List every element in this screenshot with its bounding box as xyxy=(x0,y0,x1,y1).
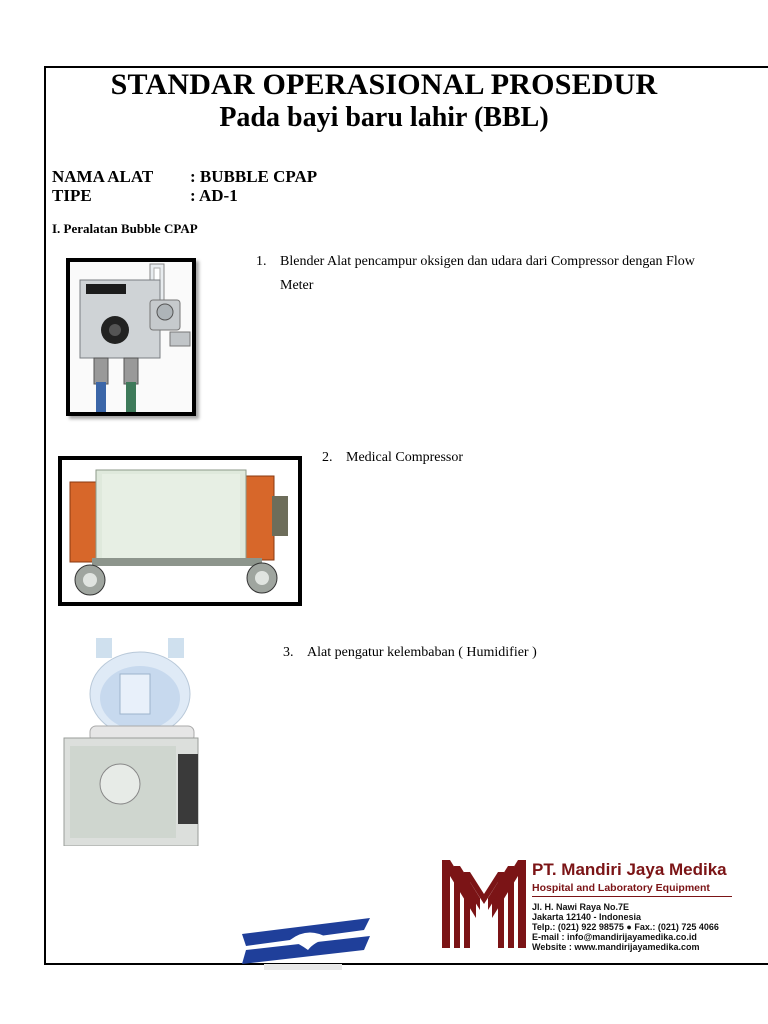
company-phone: Telp.: (021) 922 98575 ● Fax.: (021) 725 4066 xyxy=(532,922,719,932)
list-item-3 xyxy=(283,641,537,665)
blender-illustration xyxy=(70,262,192,412)
item-text: Alat pengatur kelembaban ( Humidifier ) xyxy=(307,645,537,660)
company-address-1: Jl. H. Nawi Raya No.7E xyxy=(532,902,630,912)
document-title: STANDAR OPERASIONAL PROSEDUR xyxy=(110,68,658,101)
item-text: Blender Alat pencampur oksigen dan udara dari Compressor dengan Flow xyxy=(280,254,695,269)
mjm-logo-icon xyxy=(440,856,528,952)
nama-value: : BUBBLE CPAP xyxy=(190,167,318,186)
company-address-2: Jakarta 12140 - Indonesia xyxy=(532,912,642,922)
section-heading: I. Peralatan Bubble CPAP xyxy=(52,221,198,236)
document-subtitle: Pada bayi baru lahir (BBL) xyxy=(219,102,549,133)
humidifier-illustration xyxy=(60,634,202,846)
humidifier-photo xyxy=(60,634,202,846)
oxygen-air-blender-photo xyxy=(66,258,196,416)
item-number: 3. xyxy=(283,645,294,660)
company-email: E-mail : info@mandirijayamedika.co.id xyxy=(532,932,697,942)
list-item-2 xyxy=(322,446,463,470)
company-divider xyxy=(532,896,732,897)
tipe-label: TIPE xyxy=(52,186,92,205)
item-text: Medical Compressor xyxy=(346,450,464,465)
tipe-value: : AD-1 xyxy=(190,186,238,205)
list-item-1 xyxy=(256,250,756,274)
list-item-1-cont: Meter xyxy=(280,278,314,293)
medical-compressor-photo xyxy=(58,456,302,606)
company-name: PT. Mandiri Jaya Medika xyxy=(532,860,727,879)
company-website: Website : www.mandirijayamedika.com xyxy=(532,942,700,952)
compressor-illustration xyxy=(62,460,298,602)
bird-logo-icon xyxy=(238,916,374,972)
item-number: 1. xyxy=(256,254,267,269)
item-number: 2. xyxy=(322,450,333,465)
distributor-logo xyxy=(238,916,374,972)
nama-label: NAMA ALAT xyxy=(52,167,154,186)
company-tagline: Hospital and Laboratory Equipment xyxy=(532,882,710,894)
company-block xyxy=(440,856,736,952)
